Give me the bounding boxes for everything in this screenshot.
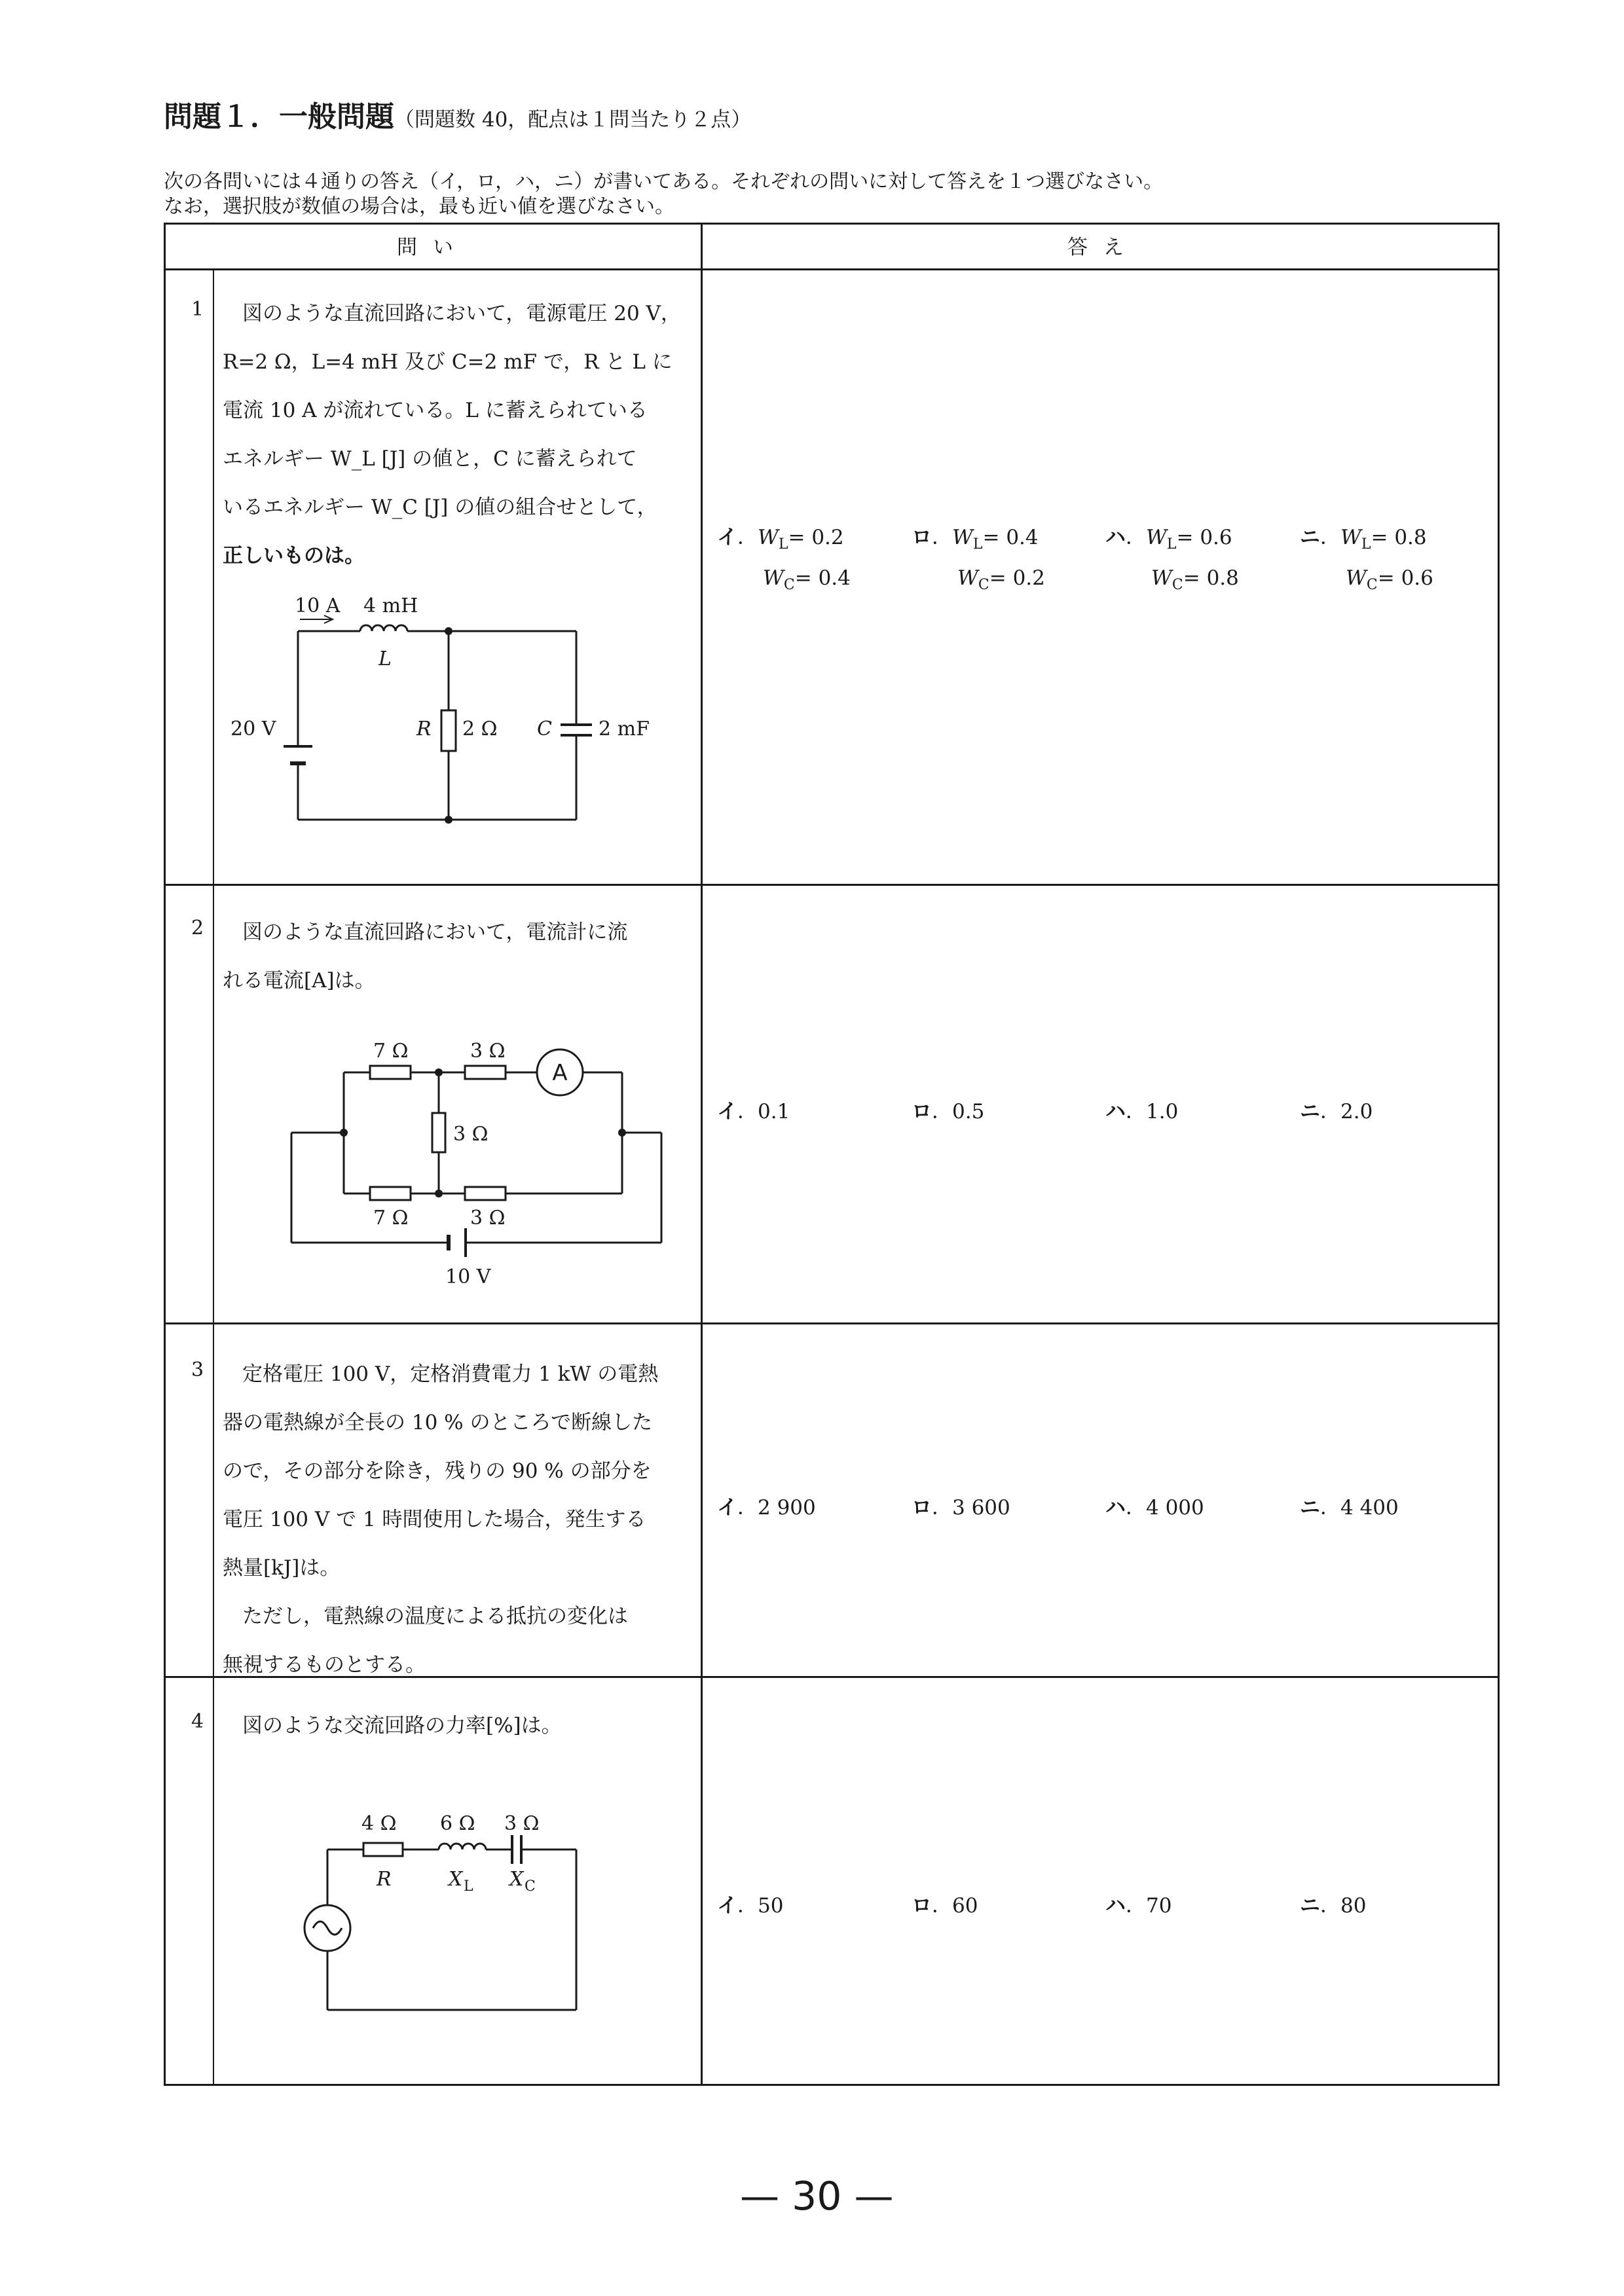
q1-option-ha[interactable]: ハ．$W_L= 0.6$ bbox=[1105, 526, 1232, 553]
q1-node-top bbox=[445, 627, 452, 635]
q4-label-r-name: R bbox=[377, 1868, 392, 1891]
q3-option-ro[interactable]: ロ．3 600 bbox=[912, 1496, 1010, 1520]
q1-circuit-diagram bbox=[216, 576, 688, 851]
table-border-top bbox=[164, 223, 1500, 225]
q2-option-ha[interactable]: ハ．1.0 bbox=[1105, 1100, 1179, 1123]
q3-line-2: 器の電熱線が全長の 10 % のところで断線した bbox=[223, 1411, 653, 1434]
row-divider-2 bbox=[164, 1322, 1500, 1324]
table-border-right bbox=[1498, 223, 1500, 2086]
q1-line-3: 電流 10 A が流れている。L に蓄えられている bbox=[223, 399, 648, 422]
q1-capacitor-value: 2 mF bbox=[599, 718, 650, 740]
q2-label-middle: 3 Ω bbox=[453, 1123, 489, 1146]
q4-label-r-value: 4 Ω bbox=[361, 1812, 397, 1835]
q4-label-xl-name: X bbox=[449, 1868, 463, 1891]
table-border-bottom bbox=[164, 2084, 1500, 2086]
q2-node bbox=[618, 1129, 626, 1137]
q1-option-ro[interactable]: ロ．$W_L= 0.4$ bbox=[912, 526, 1039, 553]
q1-node-bottom bbox=[445, 816, 452, 824]
q2-line-2: れる電流[A]は。 bbox=[223, 969, 375, 993]
question-number-1: 1 bbox=[191, 298, 204, 321]
q3-line-4: 電圧 100 V で 1 時間使用した場合，発生する bbox=[223, 1508, 646, 1531]
q2-line-1: 図のような直流回路において，電流計に流 bbox=[242, 920, 628, 944]
q1-emphasis: 正しいものは。 bbox=[223, 544, 365, 568]
section-title-main: 問題１．一般問題 bbox=[164, 100, 394, 134]
q2-label-top-left: 7 Ω bbox=[373, 1040, 409, 1063]
q4-option-ni[interactable]: ニ．80 bbox=[1300, 1894, 1367, 1918]
q3-option-i[interactable]: イ．2 900 bbox=[717, 1496, 816, 1520]
q3-line-3: ので，その部分を除き，残りの 90 % の部分を bbox=[223, 1459, 652, 1483]
q2-node bbox=[435, 1068, 443, 1076]
q2-resistor-top-left bbox=[370, 1066, 411, 1079]
q2-option-ni[interactable]: ニ．2.0 bbox=[1300, 1100, 1373, 1123]
q1-option-i[interactable]: イ．$W_L= 0.2$ bbox=[717, 526, 844, 553]
q1-capacitor-name: C bbox=[537, 718, 552, 740]
q3-line-1: 定格電圧 100 V，定格消費電力 1 kW の電熱 bbox=[242, 1362, 659, 1386]
section-title bbox=[164, 93, 751, 135]
q1-resistor bbox=[441, 710, 456, 751]
q2-option-i[interactable]: イ．0.1 bbox=[717, 1100, 790, 1123]
header-question: 問い bbox=[397, 236, 469, 259]
q1-option-i-wc: $W_C= 0.4$ bbox=[763, 566, 851, 594]
q4-option-i[interactable]: イ．50 bbox=[717, 1894, 784, 1918]
q1-source-label: 20 V bbox=[231, 718, 276, 740]
q1-resistor-name: R bbox=[416, 718, 432, 740]
q3-line-5: 熱量[kJ]は。 bbox=[223, 1556, 341, 1580]
q4-label-xc-value: 3 Ω bbox=[504, 1812, 540, 1835]
q2-label-top-right: 3 Ω bbox=[470, 1040, 506, 1063]
header-answer: 答え bbox=[1067, 236, 1139, 259]
q2-ammeter-label: A bbox=[552, 1060, 568, 1086]
q1-line-5: いるエネルギー W_C [J] の値の組合せとして， bbox=[223, 496, 657, 519]
question-text-4 bbox=[223, 1702, 701, 1750]
q4-circuit-diagram bbox=[288, 1800, 602, 2023]
q1-option-ni-wl: 0.8 bbox=[1394, 526, 1427, 549]
question-text-3 bbox=[223, 1350, 701, 1689]
q1-line-4: エネルギー W_L [J] の値と，C に蓄えられて bbox=[223, 447, 637, 471]
instruction-line-2: なお，選択肢が数値の場合は，最も近い値を選びなさい。 bbox=[164, 195, 674, 218]
q1-option-i-wl: 0.2 bbox=[811, 526, 844, 549]
q4-label-xc-name: X bbox=[509, 1868, 524, 1891]
q3-option-ha[interactable]: ハ．4 000 bbox=[1105, 1496, 1204, 1520]
q4-sine-wave-icon bbox=[313, 1922, 342, 1935]
q1-inductor-name: L bbox=[378, 647, 392, 670]
q1-option-ha-wl: 0.6 bbox=[1200, 526, 1232, 549]
question-text-2 bbox=[223, 908, 701, 1005]
q2-resistor-bottom-left bbox=[370, 1187, 411, 1200]
q1-option-ro-wc: $W_C= 0.2$ bbox=[957, 566, 1045, 594]
q4-line-1: 図のような交流回路の力率[%]は。 bbox=[242, 1714, 562, 1738]
number-column-divider bbox=[213, 268, 214, 2086]
q2-label-bottom-left: 7 Ω bbox=[373, 1207, 409, 1230]
q1-option-ni-wc: $W_C= 0.6$ bbox=[1346, 566, 1433, 594]
q2-label-bottom-right: 3 Ω bbox=[470, 1207, 506, 1230]
q1-option-ni-key: ニ bbox=[1300, 526, 1320, 549]
q4-label-xl-sub: L bbox=[464, 1878, 473, 1895]
q4-option-ha[interactable]: ハ．70 bbox=[1105, 1894, 1172, 1918]
instruction-line-1: 次の各問いには４通りの答え（イ，ロ，ハ，ニ）が書いてある。それぞれの問いに対して答えを１つ選びなさい。 bbox=[164, 170, 1164, 193]
q1-resistor-value: 2 Ω bbox=[462, 718, 498, 740]
q1-line-2: R=2 Ω，L=4 mH 及び C=2 mF で，R と L に bbox=[223, 350, 673, 374]
q1-option-ha-wc: $W_C= 0.8$ bbox=[1151, 566, 1239, 594]
question-number-3: 3 bbox=[191, 1358, 204, 1381]
row-divider-1 bbox=[164, 884, 1500, 886]
q2-source-label: 10 V bbox=[445, 1266, 491, 1288]
q1-option-ha-key: ハ bbox=[1105, 526, 1126, 549]
q1-option-i-key: イ bbox=[717, 526, 737, 549]
page-number: — 30 — bbox=[740, 2174, 894, 2219]
section-title-sub: （問題数 40，配点は１問当たり２点） bbox=[394, 108, 752, 132]
q4-resistor bbox=[363, 1843, 403, 1856]
q1-current-label: 10 A bbox=[295, 594, 341, 617]
q1-inductor-value: 4 mH bbox=[363, 594, 418, 617]
q1-inductor bbox=[360, 625, 407, 631]
question-number-4: 4 bbox=[191, 1710, 204, 1733]
q2-node bbox=[435, 1190, 443, 1197]
q4-option-ro[interactable]: ロ．60 bbox=[912, 1894, 978, 1918]
q2-resistor-middle bbox=[432, 1113, 445, 1152]
q2-resistor-top-right bbox=[465, 1066, 506, 1079]
q3-line-7: 無視するものとする。 bbox=[223, 1653, 426, 1677]
table-header-divider bbox=[164, 268, 1500, 270]
column-divider bbox=[701, 223, 703, 2086]
q3-option-ni[interactable]: ニ．4 400 bbox=[1300, 1496, 1399, 1520]
q4-inductor bbox=[439, 1844, 486, 1850]
q1-line-1: 図のような直流回路において，電源電圧 20 V， bbox=[242, 302, 681, 325]
q2-circuit-diagram bbox=[282, 1034, 688, 1290]
q2-node bbox=[340, 1129, 348, 1137]
q1-option-ni[interactable]: ニ．$W_L= 0.8$ bbox=[1300, 526, 1427, 553]
q2-option-ro[interactable]: ロ．0.5 bbox=[912, 1100, 985, 1123]
question-text-1 bbox=[223, 289, 701, 580]
q1-option-ro-wl: 0.4 bbox=[1006, 526, 1039, 549]
q4-label-xl-value: 6 Ω bbox=[440, 1812, 475, 1835]
q4-label-xc-sub: C bbox=[525, 1878, 536, 1895]
question-number-2: 2 bbox=[191, 917, 204, 939]
q3-line-6: ただし，電熱線の温度による抵抗の変化は bbox=[242, 1605, 628, 1628]
q2-resistor-bottom-right bbox=[465, 1187, 506, 1200]
table-border-left bbox=[164, 223, 166, 2086]
q1-option-ro-key: ロ bbox=[912, 526, 932, 549]
